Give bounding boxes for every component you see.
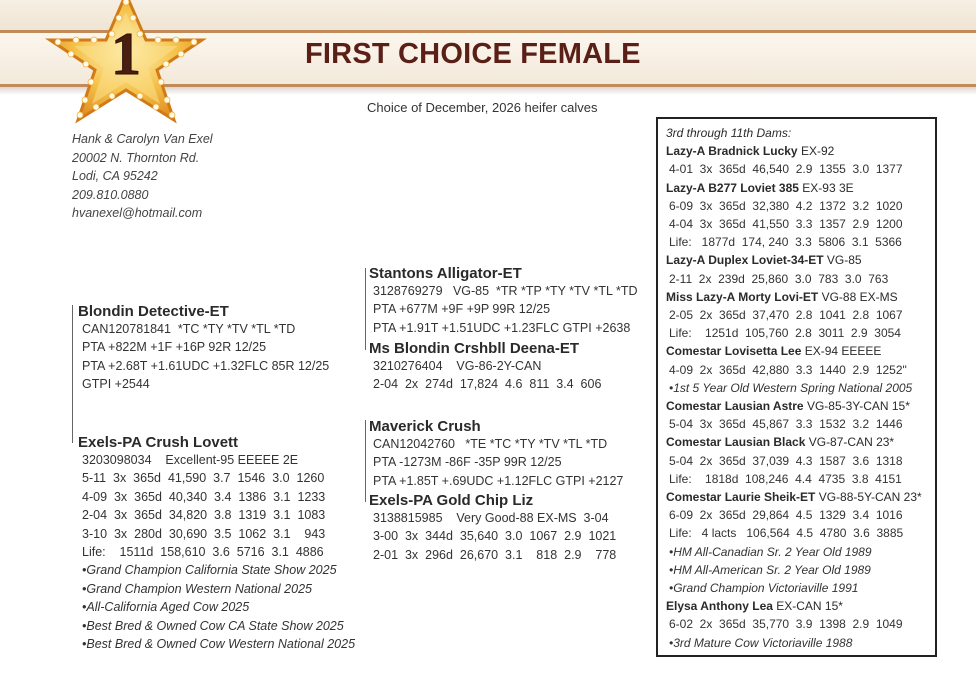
dam-entry-name: Lazy-A Duplex Loviet-34-ET VG-85: [666, 253, 862, 268]
sire-line: PTA +2.68T +1.61UDC +1.32FLC 85R 12/25: [82, 358, 330, 373]
contact-line: Lodi, CA 95242: [72, 169, 158, 183]
extended-dams-box: [656, 117, 937, 657]
dam-entry-record: Life: 1818d 108,246 4.4 4735 3.8 4151: [669, 471, 902, 486]
dam-entry-record: 4-09 2x 365d 42,880 3.3 1440 2.9 1252": [669, 362, 907, 377]
dam-dam-line: 2-01 3x 296d 26,670 3.1 818 2.9 778: [373, 547, 617, 562]
sire-sire-line: 3128769279 VG-85 *TR *TP *TY *TV *TL *TD: [373, 284, 638, 298]
dam-entry-honor: •3rd Mature Cow Victoriaville 1988: [669, 635, 853, 650]
dam-entry-honor: •Grand Champion Victoriaville 1991: [669, 581, 859, 596]
dam-line: 5-11 3x 365d 41,590 3.7 1546 3.0 1260: [82, 471, 325, 486]
dam-entry-name: Comestar Laurie Sheik-ET VG-88-5Y-CAN 23*: [666, 490, 922, 505]
sire-sire-line: PTA +677M +9F +9P 99R 12/25: [373, 302, 551, 317]
dam-entry-name: Lazy-A Bradnick Lucky EX-92: [666, 144, 835, 159]
dam-sire-name: Maverick Crush: [369, 418, 481, 435]
dam-entry-honor: •HM All-American Sr. 2 Year Old 1989: [669, 562, 871, 577]
dam-entry-record: 4-01 3x 365d 46,540 2.9 1355 3.0 1377: [669, 162, 903, 177]
dam-sire-line: CAN12042760 *TE *TC *TY *TV *TL *TD: [373, 437, 608, 451]
dam-honor: •All-California Aged Cow 2025: [82, 600, 250, 615]
contact-line: 20002 N. Thornton Rd.: [72, 150, 200, 165]
dam-honor: •Best Bred & Owned Cow Western National 2025: [82, 637, 356, 652]
sire-block: [78, 303, 329, 394]
dam-sire-block: [369, 418, 623, 490]
dams-header: 3rd through 11th Dams:: [666, 126, 792, 140]
sire-line: PTA +822M +1F +16P 92R 12/25: [82, 340, 267, 355]
dam-line: 3-10 3x 280d 30,690 3.5 1062 3.1 943: [82, 526, 326, 541]
sire-sire-line: PTA +1.91T +1.51UDC +1.23FLC GTPI +2638: [373, 320, 631, 335]
contact-line: Hank & Carolyn Van Exel: [72, 132, 213, 146]
dam-block: [78, 434, 355, 653]
dam-entry-honor: •HM All-Canadian Sr. 2 Year Old 1989: [669, 544, 872, 559]
dam-entry-name: Comestar Lausian Astre VG-85-3Y-CAN 15*: [666, 399, 910, 414]
sire-dam-line: 2-04 2x 274d 17,824 4.6 811 3.4 606: [373, 377, 602, 392]
dam-dam-name: Exels-PA Gold Chip Liz: [369, 492, 534, 509]
dam-entry-name: Comestar Lovisetta Lee EX-94 EEEEE: [666, 344, 882, 359]
marquee-star-icon: [36, 0, 216, 132]
dam-entry-record: 2-11 2x 239d 25,860 3.0 783 3.0 763: [669, 271, 889, 286]
dam-entry-name: Comestar Lausian Black VG-87-CAN 23*: [666, 435, 895, 450]
dam-entry-record: 5-04 2x 365d 37,039 4.3 1587 3.6 1318: [669, 453, 903, 468]
pedigree-bracket: [365, 268, 366, 350]
dam-dam-line: 3138815985 Very Good-88 EX-MS 3-04: [373, 511, 609, 525]
sire-line: CAN120781841 *TC *TY *TV *TL *TD: [82, 322, 296, 336]
dam-entry-name: Elysa Anthony Lea EX-CAN 15*: [666, 599, 843, 614]
sire-line: GTPI +2544: [82, 377, 150, 392]
dam-dam-line: 3-00 3x 344d 35,640 3.0 1067 2.9 1021: [373, 529, 617, 544]
dam-honor: •Grand Champion Western National 2025: [82, 581, 312, 596]
sire-sire-name: Stantons Alligator-ET: [369, 265, 522, 282]
dam-entry-name: Lazy-A B277 Loviet 385 EX-93 3E: [666, 180, 854, 195]
dam-sire-line: PTA -1273M -86F -35P 99R 12/25: [373, 455, 562, 470]
page-subtitle: Choice of December, 2026 heifer calves: [367, 100, 598, 115]
sire-sire-block: [369, 265, 637, 337]
dam-entry-honor: •1st 5 Year Old Western Spring National 2005: [669, 380, 913, 395]
dam-entry-record: 5-04 3x 365d 45,867 3.3 1532 3.2 1446: [669, 417, 903, 432]
dam-sire-line: PTA +1.85T +.69UDC +1.12FLC GTPI +2127: [373, 473, 624, 488]
dam-entry-record: 4-04 3x 365d 41,550 3.3 1357 2.9 1200: [669, 217, 903, 232]
rank-number: 1: [111, 21, 141, 87]
dam-line: 3203098034 Excellent-95 EEEEE 2E: [82, 453, 299, 467]
dam-entry-record: Life: 1251d 105,760 2.8 3011 2.9 3054: [669, 326, 901, 341]
dam-honor: •Grand Champion California State Show 2025: [82, 563, 337, 578]
dam-entry-record: 6-02 2x 365d 35,770 3.9 1398 2.9 1049: [669, 617, 903, 632]
dam-line: 4-09 3x 365d 40,340 3.4 1386 3.1 1233: [82, 489, 326, 504]
sire-dam-name: Ms Blondin Crshbll Deena-ET: [369, 340, 580, 357]
sire-dam-block: [369, 340, 601, 394]
pedigree-bracket: [365, 420, 366, 502]
pedigree-bracket: [72, 305, 73, 443]
page-title: FIRST CHOICE FEMALE: [305, 38, 641, 70]
dam-entry-record: Life: 1877d 174, 240 3.3 5806 3.1 5366: [669, 235, 902, 250]
dam-entry-name: Miss Lazy-A Morty Lovi-ET VG-88 EX-MS: [666, 289, 898, 304]
dam-entry-record: 6-09 3x 365d 32,380 4.2 1372 3.2 1020: [669, 198, 903, 213]
dam-honor: •Best Bred & Owned Cow CA State Show 2025: [82, 618, 344, 633]
dam-entry-record: 6-09 2x 365d 29,864 4.5 1329 3.4 1016: [669, 508, 903, 523]
dam-entry-record: 2-05 2x 365d 37,470 2.8 1041 2.8 1067: [669, 308, 903, 323]
dam-dam-block: [369, 492, 616, 564]
contact-line: 209.810.0880: [72, 187, 149, 202]
dam-entry-record: Life: 4 lacts 106,564 4.5 4780 3.6 3885: [669, 526, 904, 541]
contact-email: hvanexel@hotmail.com: [72, 206, 203, 220]
dam-line: 2-04 3x 365d 34,820 3.8 1319 3.1 1083: [82, 508, 326, 523]
sire-name: Blondin Detective-ET: [78, 303, 229, 320]
dam-line: Life: 1511d 158,610 3.6 5716 3.1 4886: [82, 545, 324, 560]
sire-dam-line: 3210276404 VG-86-2Y-CAN: [373, 359, 542, 373]
contact-block: [72, 130, 213, 223]
dam-name: Exels-PA Crush Lovett: [78, 434, 239, 451]
